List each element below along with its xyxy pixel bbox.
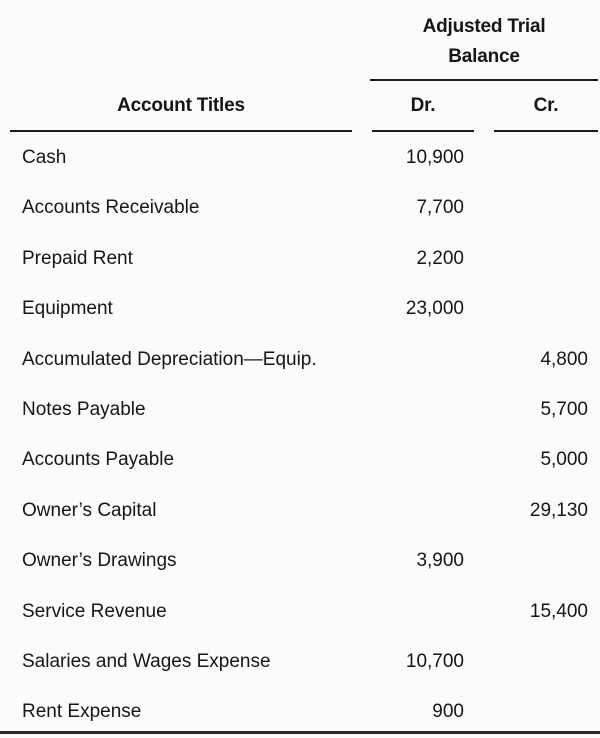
account-name: Service Revenue	[22, 600, 167, 622]
account-name: Notes Payable	[22, 398, 146, 420]
account-titles-header: Account Titles	[117, 95, 245, 116]
debit-amount: 900	[432, 701, 464, 723]
table-row	[0, 637, 600, 687]
table-row	[0, 284, 600, 334]
group-title-line1: Adjusted Trial	[422, 16, 546, 37]
debit-header: Dr.	[410, 95, 436, 116]
debit-amount: 10,900	[405, 147, 464, 168]
account-header-rule	[10, 130, 352, 132]
credit-amount: 5,000	[540, 449, 588, 471]
credit-amount: 4,800	[540, 348, 588, 370]
account-name: Accumulated Depreciation—Equip.	[22, 348, 317, 370]
credit-header-rule	[494, 130, 598, 132]
group-header-rule	[370, 79, 598, 81]
account-name: Owner’s Capital	[22, 499, 157, 521]
debit-header-rule	[372, 130, 474, 132]
account-name: Accounts Receivable	[22, 197, 200, 219]
table-row	[0, 486, 600, 536]
table-row	[0, 234, 600, 284]
debit-amount: 23,000	[405, 298, 464, 320]
account-name: Owner’s Drawings	[22, 550, 177, 572]
table-row	[0, 435, 600, 485]
table-row	[0, 536, 600, 586]
account-name: Accounts Payable	[22, 449, 175, 471]
account-name: Salaries and Wages Expense	[22, 650, 271, 672]
account-name: Equipment	[22, 298, 113, 320]
debit-amount: 10,700	[405, 650, 464, 672]
table-row	[0, 587, 600, 637]
account-name: Prepaid Rent	[22, 247, 133, 269]
credit-header: Cr.	[533, 95, 559, 116]
adjusted-trial-balance-header	[370, 12, 598, 72]
table-row	[0, 133, 600, 183]
credit-amount: 5,700	[540, 398, 588, 420]
debit-amount: 2,200	[416, 247, 464, 269]
credit-amount: 15,400	[529, 600, 588, 622]
debit-amount: 3,900	[416, 550, 464, 572]
account-name: Rent Expense	[22, 701, 142, 723]
credit-amount: 29,130	[529, 499, 588, 521]
table-row	[0, 385, 600, 435]
debit-amount: 7,700	[416, 197, 464, 219]
table-row	[0, 183, 600, 233]
table-row	[0, 335, 600, 385]
account-name: Cash	[22, 147, 67, 168]
group-title-line2: Balance	[448, 46, 520, 67]
table-body	[0, 133, 600, 738]
